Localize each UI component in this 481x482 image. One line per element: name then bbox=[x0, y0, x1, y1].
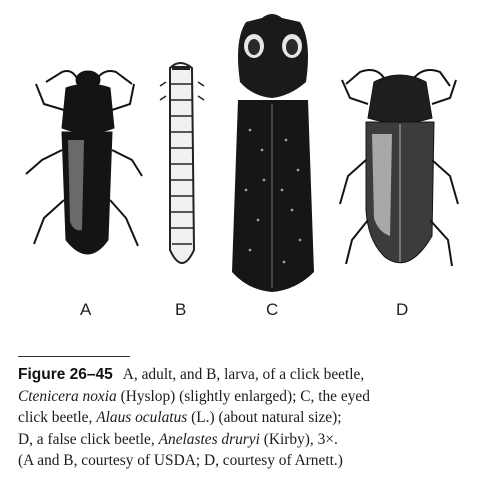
panel-label-b: B bbox=[175, 300, 187, 319]
caption-text: (Kirby), 3×. bbox=[259, 430, 338, 448]
caption-text: (L.) (about natural size); bbox=[187, 409, 342, 426]
species-name: Alaus oculatus bbox=[96, 409, 188, 426]
click-beetle-larva-icon bbox=[160, 63, 204, 263]
figure-number: Figure 26–45 bbox=[18, 366, 113, 383]
click-beetle-adult-icon bbox=[26, 71, 142, 254]
caption-text: D, a false click beetle, bbox=[18, 430, 159, 448]
caption-text: click beetle, bbox=[18, 409, 97, 426]
species-name: Anelastes druryi bbox=[158, 430, 260, 448]
caption-text: (A and B, courtesy of USDA; D, courtesy of Arnett.) bbox=[18, 452, 343, 469]
caption-line-2 bbox=[18, 386, 478, 408]
caption-text: A, adult, and B, larva, of a click beetle, bbox=[122, 366, 365, 383]
caption-text: (Hyslop) (slightly enlarged); C, the eyed bbox=[116, 387, 370, 405]
caption-line-3 bbox=[18, 407, 478, 429]
caption-line-1 bbox=[18, 364, 478, 386]
panel-label-d: D bbox=[396, 300, 409, 319]
figure-caption bbox=[18, 364, 478, 472]
false-click-beetle-icon bbox=[340, 70, 458, 266]
caption-rule bbox=[18, 356, 130, 357]
panel-label-a: A bbox=[80, 300, 92, 319]
species-name: Ctenicera noxia bbox=[18, 387, 117, 405]
eyed-click-beetle-icon bbox=[232, 14, 314, 292]
caption-line-5 bbox=[18, 450, 478, 472]
caption-line-4 bbox=[18, 429, 478, 451]
panel-label-c: C bbox=[266, 300, 279, 319]
